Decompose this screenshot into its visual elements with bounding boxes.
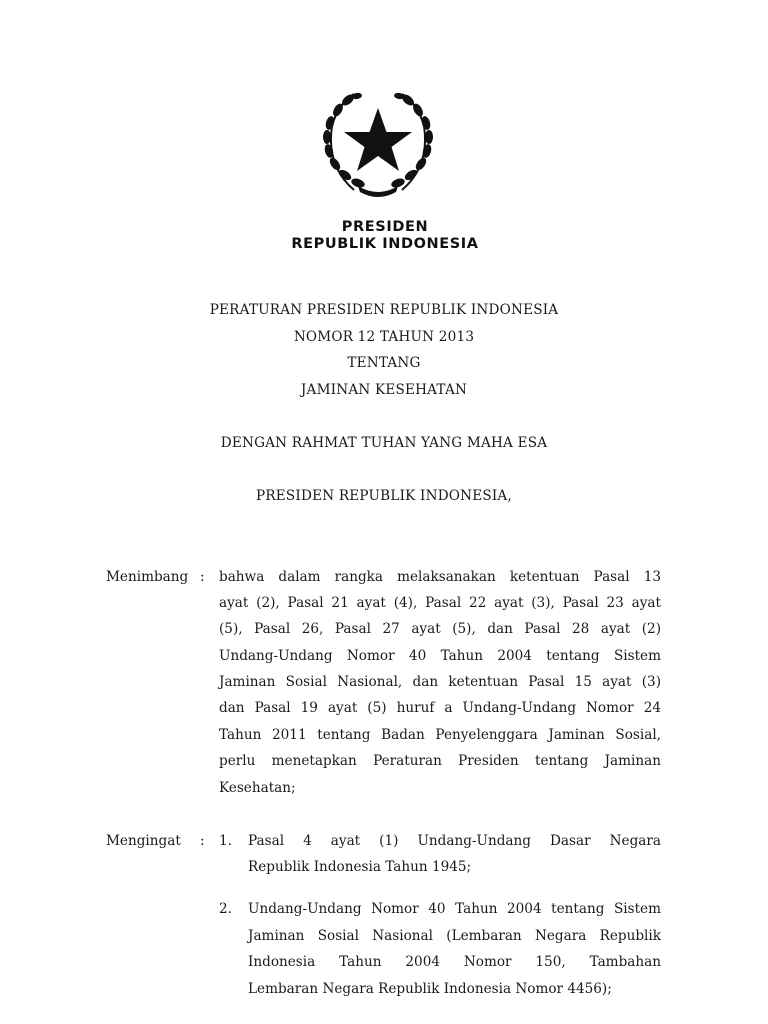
menimbang-line: ayat (2), Pasal 21 ayat (4), Pasal 22 ayat (3), Pasal 23 ayat — [219, 595, 661, 611]
regulation-about-label: TENTANG — [347, 355, 421, 371]
mengingat-line: Republik Indonesia Tahun 1945; — [248, 859, 472, 875]
emblem-caption-president: PRESIDEN — [341, 219, 429, 235]
list-item-number: 2. — [219, 901, 232, 917]
menimbang-label: Menimbang — [106, 569, 189, 585]
menimbang-line: Undang-Undang Nomor 40 Tahun 2004 tentang Sistem — [219, 648, 661, 664]
menimbang-colon: : — [200, 569, 205, 585]
mengingat-line: Jaminan Sosial Nasional (Lembaran Negara Republik — [248, 928, 661, 944]
menimbang-line: (5), Pasal 26, Pasal 27 ayat (5), dan Pasal 28 ayat (2) — [219, 621, 661, 637]
mengingat-line: Undang-Undang Nomor 40 Tahun 2004 tentang Sistem — [248, 901, 661, 917]
mengingat-label: Mengingat — [106, 833, 181, 849]
enactor: PRESIDEN REPUBLIK INDONESIA, — [256, 488, 512, 504]
menimbang-line: dan Pasal 19 ayat (5) huruf a Undang-Undang Nomor 24 — [219, 700, 661, 716]
invocation: DENGAN RAHMAT TUHAN YANG MAHA ESA — [220, 435, 548, 451]
menimbang-line: Tahun 2011 tentang Badan Penyelenggara Jaminan Sosial, — [219, 727, 661, 743]
regulation-title: PERATURAN PRESIDEN REPUBLIK INDONESIA — [209, 302, 559, 318]
menimbang-line: bahwa dalam rangka melaksanakan ketentuan Pasal 13 — [219, 569, 661, 585]
presidential-emblem-icon — [318, 86, 438, 202]
regulation-number: NOMOR 12 TAHUN 2013 — [293, 329, 475, 345]
regulation-subject: JAMINAN KESEHATAN — [300, 382, 468, 398]
emblem-caption-republic: REPUBLIK INDONESIA — [291, 236, 479, 252]
menimbang-line: perlu menetapkan Peraturan Presiden tentang Jaminan — [219, 753, 661, 769]
mengingat-line: Pasal 4 ayat (1) Undang-Undang Dasar Negara — [248, 833, 661, 849]
mengingat-line: Lembaran Negara Republik Indonesia Nomor 4456); — [248, 981, 612, 997]
menimbang-line: Jaminan Sosial Nasional, dan ketentuan Pasal 15 ayat (3) — [219, 674, 661, 690]
mengingat-line: Indonesia Tahun 2004 Nomor 150, Tambahan — [248, 954, 661, 970]
menimbang-line: Kesehatan; — [219, 780, 296, 796]
mengingat-colon: : — [200, 833, 205, 849]
list-item-number: 1. — [219, 833, 232, 849]
